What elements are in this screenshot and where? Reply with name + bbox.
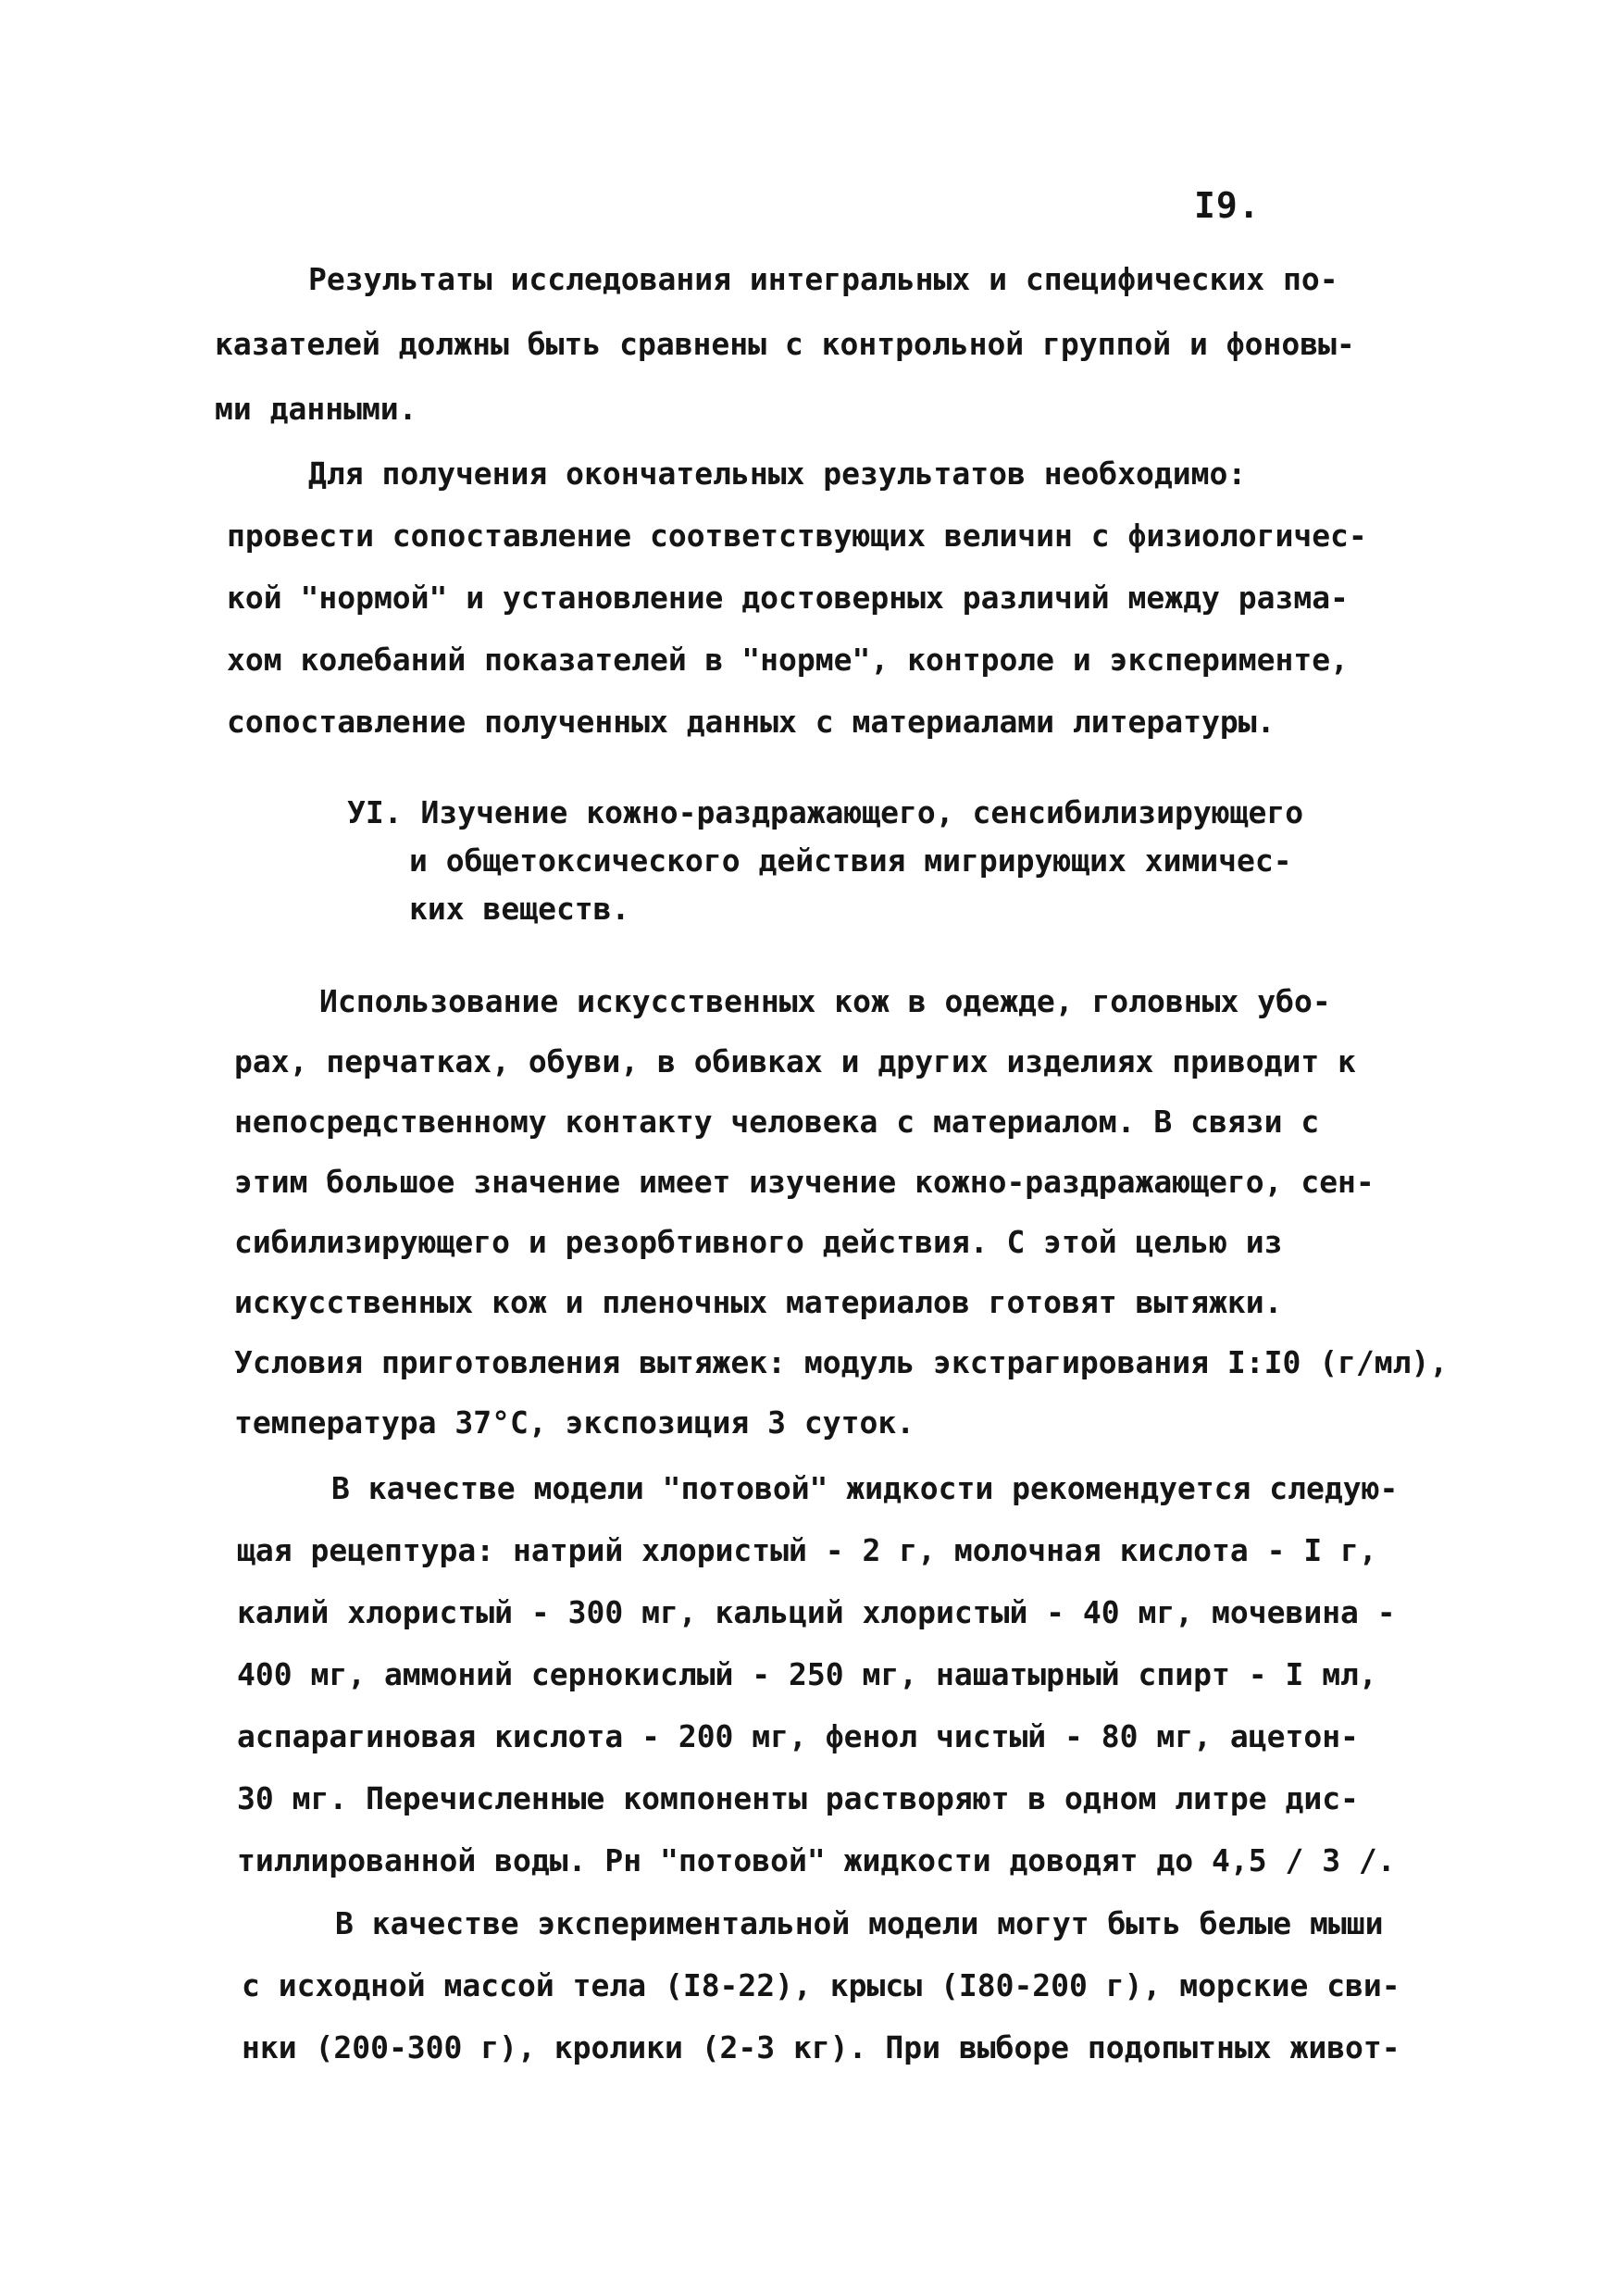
text-line: Результаты исследования интегральных и специфических по- — [308, 261, 1338, 297]
text-line: с исходной массой тела (I8-22), крысы (I80-200 г), морские сви- — [242, 1967, 1400, 2003]
text-line: кой "нормой" и установление достоверных различий между разма- — [227, 580, 1349, 616]
text-line: сибилизирующего и резорбтивного действия. С этой целью из — [234, 1224, 1283, 1260]
text-line: провести сопоставление соответствующих величин с физиологичес- — [227, 518, 1367, 554]
text-line: этим большое значение имеет изучение кожно-раздражающего, сен- — [234, 1164, 1375, 1200]
page-number: I9. — [1194, 185, 1261, 226]
text-line: температура 37°С, экспозиция 3 суток. — [234, 1404, 915, 1441]
text-line: рах, перчатках, обуви, в обивках и других изделиях приводит к — [234, 1043, 1356, 1079]
text-line: аспарагиновая кислота - 200 мг, фенол чистый - 80 мг, ацетон- — [237, 1718, 1359, 1754]
text-line: сопоставление полученных данных с материалами литературы. — [227, 704, 1276, 740]
text-line: нки (200-300 г), кролики (2-3 кг). При выборе подопытных живот- — [242, 2029, 1400, 2065]
text-line: хом колебаний показателей в "норме", контроле и эксперименте, — [227, 642, 1349, 678]
text-line: 400 мг, аммоний сернокислый - 250 мг, нашатырный спирт - I мл, — [237, 1656, 1377, 1692]
text-line: искусственных кож и пленочных материалов готовят вытяжки. — [234, 1284, 1283, 1320]
text-line: казателей должны быть сравнены с контрольной группой и фоновы- — [215, 326, 1355, 362]
text-line: В качестве экспериментальной модели могут быть белые мыши — [335, 1905, 1384, 1941]
text-line: Использование искусственных кож в одежде, головных убо- — [319, 983, 1331, 1019]
text-line: ми данными. — [215, 391, 417, 427]
text-line: Для получения окончательных результатов необходимо: — [308, 455, 1247, 492]
text-line: тиллированной воды. Рн "потовой" жидкости доводят до 4,5 / 3 /. — [237, 1842, 1396, 1878]
text-line: Условия приготовления вытяжек: модуль экстрагирования I:I0 (г/мл), — [234, 1344, 1449, 1380]
text-line: калий хлористый - 300 мг, кальций хлористый - 40 мг, мочевина - — [237, 1594, 1396, 1630]
text-line: непосредственному контакту человека с материалом. В связи с — [234, 1104, 1320, 1140]
text-line: 30 мг. Перечисленные компоненты растворяют в одном литре дис- — [237, 1780, 1359, 1816]
heading-line: ких веществ. — [409, 891, 630, 927]
heading-line: и общетоксического действия мигрирующих химичес- — [409, 842, 1292, 879]
text-line: щая рецептура: натрий хлористый - 2 г, молочная кислота - I г, — [237, 1532, 1377, 1568]
heading-line: УI. Изучение кожно-раздражающего, сенсибилизирующего — [347, 794, 1304, 830]
text-line: В качестве модели "потовой" жидкости рекомендуется следую- — [331, 1470, 1399, 1506]
